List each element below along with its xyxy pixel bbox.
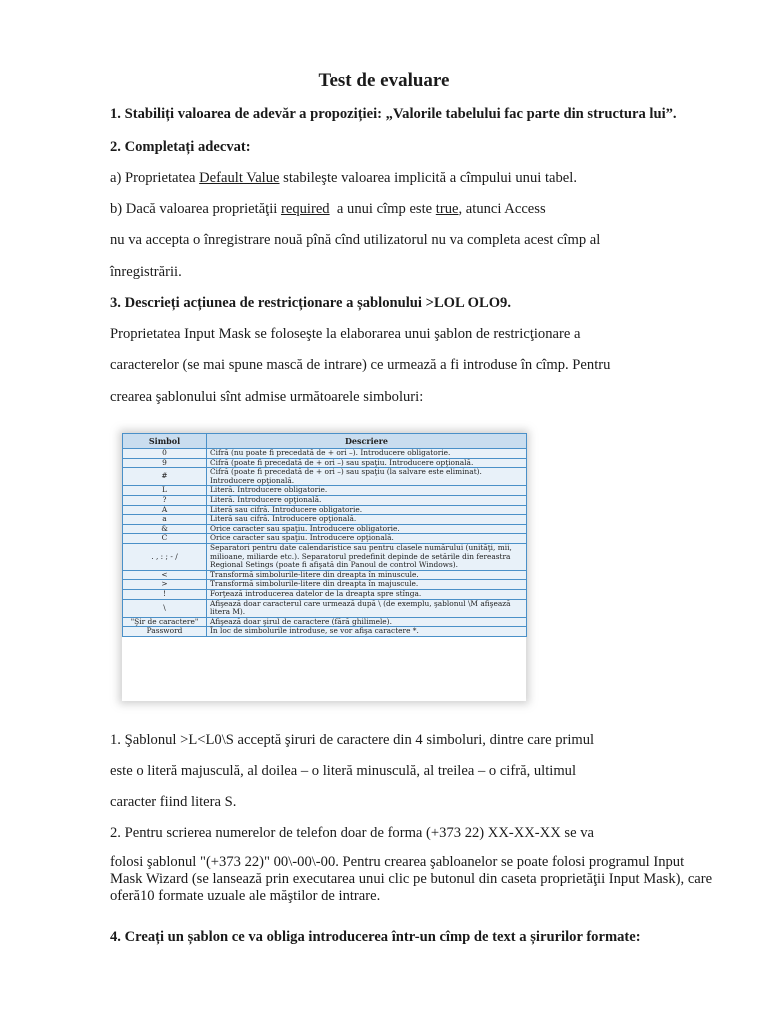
note-1-line-2: este o literă majusculă, al doilea – o literă minusculă, al treilea – o cifră, ultimul (110, 763, 577, 779)
question-4: 4. Creați un șablon ce va obliga introducerea într-un cîmp de text a șirurilor formate: (110, 929, 641, 945)
paragraph-1-line-2: caracterelor (se mai spune mască de intrare) ce urmează a fi introduse în cîmp. Pentru (110, 357, 611, 373)
symbols-table-image (122, 433, 526, 701)
symbol-cell: & (123, 524, 207, 534)
note-2-paragraph: folosi şablonul "(+373 22)" 00\-00\-00. Pentru crearea şabloanelor se poate folosi programul Input Mask Wizard (se lansează prin executarea unui clic pe butonul din caseta proprietăţii Input Mask), care oferă10 formate uzuale ale măştilor de intrare. (110, 854, 713, 904)
table-row (123, 589, 527, 599)
answer-b-prefix: b) Dacă valoarea proprietăţii (110, 201, 281, 217)
paragraph-1-line-1: Proprietatea Input Mask se foloseşte la elaborarea unui şablon de restricţionare a (110, 326, 581, 342)
table-row (123, 599, 527, 617)
answer-b-line-3: înregistrării. (110, 264, 182, 280)
symbol-cell: C (123, 534, 207, 544)
description-cell: Orice caracter sau spaţiu. Introducere opţională. (207, 534, 527, 544)
symbol-cell: ! (123, 589, 207, 599)
symbols-table (122, 433, 527, 637)
description-cell: Forţează introducerea datelor de la dreapta spre stînga. (207, 589, 527, 599)
description-cell: Afişează doar caracterul care urmează după \ (de exemplu, şablonul \M afişează litera M). (207, 599, 527, 617)
table-row (123, 534, 527, 544)
document-title: Test de evaluare (318, 70, 450, 91)
symbol-cell: A (123, 505, 207, 515)
description-cell: Transformă simbolurile-litere din dreapta în majuscule. (207, 580, 527, 590)
description-cell: Literă. Introducere opţională. (207, 495, 527, 505)
table-row (123, 486, 527, 496)
answer-a-prefix: a) Proprietatea (110, 170, 200, 186)
symbol-cell: ? (123, 495, 207, 505)
default-value-term: Default Value (199, 170, 280, 186)
description-cell: Afişează doar şirul de caractere (fără ghilimele). (207, 617, 527, 627)
question-3: 3. Descrieți acțiunea de restricționare a șablonului >LOL OLO9. (110, 295, 511, 311)
description-cell: În loc de simbolurile introduse, se vor afişa caractere *. (207, 627, 527, 637)
table-row (123, 580, 527, 590)
symbol-cell: 0 (123, 449, 207, 459)
description-cell: Cifră (nu poate fi precedată de + ori –). Introducere obligatorie. (207, 449, 527, 459)
description-cell: Orice caracter sau spaţiu. Introducere obligatorie. (207, 524, 527, 534)
symbol-cell: "Şir de caractere" (123, 617, 207, 627)
table-row (123, 449, 527, 459)
description-cell: Separatori pentru date calendaristice sau pentru clasele numărului (unităţi, mii, milioane, miliarde etc.). Separatorul predefinit depinde de setările din fereastra Regional Setings (poate fi afişată din Panoul de control Windows). (207, 543, 527, 570)
note-2-line-1: 2. Pentru scrierea numerelor de telefon doar de forma (+373 22) XX-XX-XX se va (110, 825, 594, 841)
header-description: Descriere (207, 434, 527, 449)
question-2: 2. Completați adecvat: (110, 139, 251, 155)
symbol-cell: \ (123, 599, 207, 617)
question-1: 1. Stabiliți valoarea de adevăr a propoziției: „Valorile tabelului fac parte din structura lui”. (110, 106, 677, 122)
answer-b-suffix: , atunci Access (458, 201, 546, 217)
symbol-cell: L (123, 486, 207, 496)
table-header-row (123, 434, 527, 449)
required-term: required (280, 201, 330, 217)
symbol-cell: . , : ; - / (123, 543, 207, 570)
description-cell: Literă. Introducere obligatorie. (207, 486, 527, 496)
description-cell: Transformă simbolurile-litere din dreapta în minuscule. (207, 570, 527, 580)
symbol-cell: a (123, 515, 207, 525)
true-term: true (435, 201, 459, 217)
description-cell: Cifră (poate fi precedată de + ori –) sau spaţiu. Introducere opţională. (207, 458, 527, 468)
symbol-cell: > (123, 580, 207, 590)
table-row (123, 495, 527, 505)
table-row (123, 627, 527, 637)
symbol-cell: # (123, 468, 207, 486)
note-1-line-1: 1. Şablonul >L<L0\S acceptă şiruri de caractere din 4 simboluri, dintre care primul (110, 732, 595, 748)
answer-b (110, 201, 546, 218)
note-1-line-3: caracter fiind litera S. (110, 794, 237, 810)
table-row (123, 468, 527, 486)
symbol-cell: < (123, 570, 207, 580)
paragraph-1-line-3: crearea şablonului sînt admise următoarele simboluri: (110, 389, 424, 405)
symbol-cell: Password (123, 627, 207, 637)
table-row (123, 515, 527, 525)
table-row (123, 543, 527, 570)
header-symbol: Simbol (123, 434, 207, 449)
description-cell: Literă sau cifră. Introducere opţională. (207, 515, 527, 525)
answer-b-line-2: nu va accepta o înregistrare nouă pînă cînd utilizatorul nu va completa acest cîmp al (110, 232, 601, 248)
symbol-cell: 9 (123, 458, 207, 468)
description-cell: Literă sau cifră. Introducere obligatorie. (207, 505, 527, 515)
answer-a-suffix: stabileşte valoarea implicită a cîmpului unui tabel. (279, 170, 577, 186)
answer-a (110, 170, 577, 187)
answer-b-middle: a unui cîmp este (329, 201, 436, 217)
description-cell: Cifră (poate fi precedată de + ori –) sau spaţiu (la salvare este eliminat). Introducere opţională. (207, 468, 527, 486)
